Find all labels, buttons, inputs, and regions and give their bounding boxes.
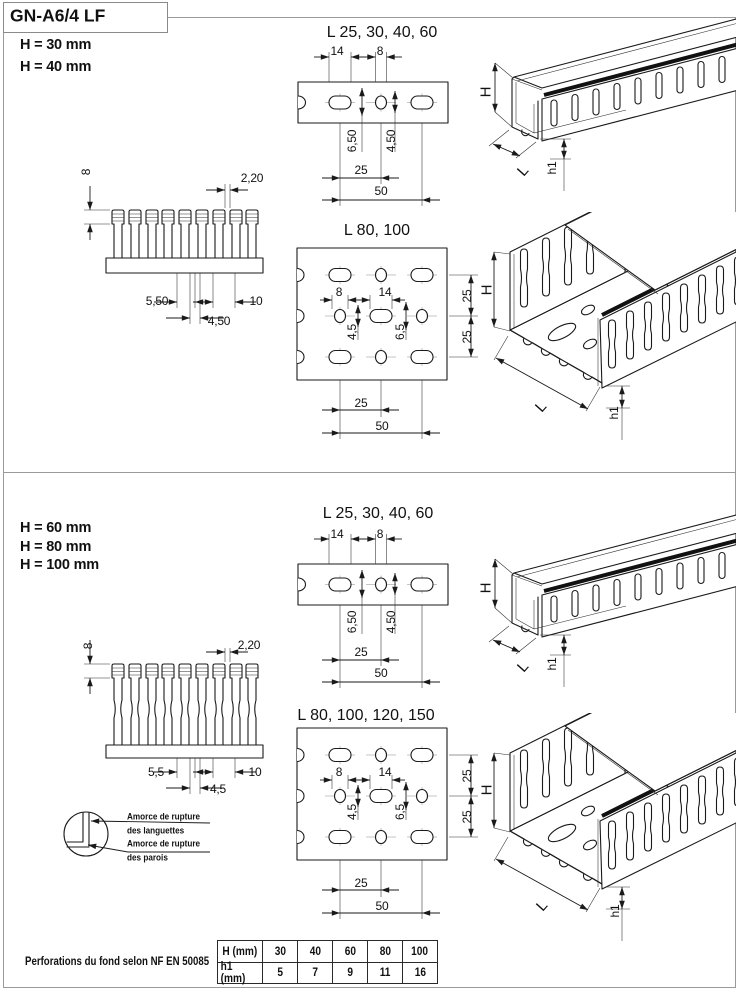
dim-plate-top-50: 50: [375, 419, 389, 433]
dim-plate-bot-8: 8: [335, 765, 343, 779]
dim-strip-top-14: 14: [330, 44, 344, 58]
dim-comb-bot-10: 10: [248, 765, 262, 779]
dim-strip-top-25: 25: [354, 163, 368, 177]
dim-duct-large-top-L: L: [531, 398, 551, 416]
dim-comb-top-450: 4,50: [207, 314, 231, 328]
table-cell: 16: [402, 962, 437, 983]
dim-duct-large-bot-H: H: [478, 784, 496, 796]
dim-plate-bot-65: 6,5: [393, 803, 407, 821]
h-h1-table: [217, 940, 438, 984]
table-cell: 7: [297, 962, 332, 983]
height-note-80: H = 80 mm: [20, 539, 92, 555]
dim-plate-top-14: 14: [378, 285, 392, 299]
rupture-label1-line1: Amorce de rupture: [127, 811, 201, 823]
strip-top-title: L 25, 30, 40, 60: [326, 24, 438, 41]
table-cell: 100: [402, 941, 437, 962]
dim-duct-small-bot-H: H: [477, 582, 495, 594]
page-title: GN-A6/4 LF: [10, 5, 106, 26]
plate-top-title: L 80, 100: [343, 222, 411, 239]
dim-duct-large-bot-h1: h1: [608, 904, 622, 918]
dim-comb-bot-8: 8: [81, 642, 95, 650]
dim-plate-bot-50: 50: [375, 899, 389, 913]
duct-large-bottom-drawing: [476, 713, 736, 971]
dim-plate-top-25r2: 25: [460, 330, 474, 344]
table-cell: 5: [262, 962, 297, 983]
dim-plate-bot-45: 4,5: [345, 803, 359, 821]
table-header-H: H (mm): [222, 945, 258, 958]
duct-large-top-drawing: [476, 212, 736, 470]
dim-plate-top-45: 4,5: [345, 323, 359, 341]
dim-comb-bot-45: 4,5: [209, 782, 227, 796]
dim-strip-top-450: 4,50: [384, 129, 398, 153]
dim-comb-top-220: 2,20: [240, 171, 264, 185]
dim-strip-top-650: 6,50: [345, 129, 359, 153]
table-cell: 9: [332, 962, 367, 983]
dim-duct-large-bot-L: L: [532, 897, 552, 915]
table-cell: 40: [297, 941, 332, 962]
table-cell: 80: [367, 941, 402, 962]
dim-strip-bot-650: 6,50: [345, 610, 359, 634]
dim-duct-small-top-H: H: [477, 86, 495, 98]
dim-plate-bot-25r1: 25: [460, 769, 474, 783]
dim-duct-small-bot-h1: h1: [545, 657, 559, 671]
rupture-label1-line2: des languettes: [127, 825, 185, 837]
table-cell: 30: [262, 941, 297, 962]
table-header-h1: h1 (mm): [218, 962, 262, 983]
dim-plate-top-25r1: 25: [460, 289, 474, 303]
strip-bot-title: L 25, 30, 40, 60: [322, 505, 434, 522]
table-cell: 60: [332, 941, 367, 962]
dim-comb-top-550: 5,50: [145, 294, 169, 308]
dim-duct-large-top-H: H: [478, 284, 496, 296]
height-note-100: H = 100 mm: [20, 557, 100, 573]
rupture-label2-line1: Amorce de rupture: [127, 838, 201, 850]
dim-plate-bot-14: 14: [378, 765, 392, 779]
dim-plate-top-65: 6,5: [393, 323, 407, 341]
dim-comb-top-10: 10: [249, 294, 263, 308]
footer-note: Perforations du fond selon NF EN 50085: [25, 956, 210, 968]
dim-plate-bot-25: 25: [354, 876, 368, 890]
plate-bot-title: L 80, 100, 120, 150: [297, 707, 435, 724]
height-note-30: H = 30 mm: [20, 37, 92, 53]
dim-strip-bot-14: 14: [330, 527, 344, 541]
height-note-60: H = 60 mm: [20, 520, 92, 536]
dim-duct-small-top-L: L: [513, 162, 533, 180]
dim-comb-top-8: 8: [79, 168, 93, 176]
dim-plate-top-25: 25: [354, 396, 368, 410]
dim-comb-bot-220: 2,20: [237, 638, 261, 652]
dim-strip-bot-8: 8: [376, 527, 384, 541]
duct-small-bottom-drawing: [476, 511, 736, 707]
height-note-40: H = 40 mm: [20, 59, 92, 75]
rupture-label2-line2: des parois: [127, 852, 168, 864]
dim-duct-small-top-h1: h1: [545, 161, 559, 175]
dim-plate-top-8: 8: [335, 285, 343, 299]
dim-duct-small-bot-L: L: [513, 658, 533, 676]
duct-small-top-drawing: [476, 15, 736, 211]
dim-strip-bot-50: 50: [374, 666, 388, 680]
section-divider: [3, 472, 736, 473]
table-cell: 11: [367, 962, 402, 983]
dim-comb-bot-55: 5,5: [147, 765, 165, 779]
dim-strip-top-50: 50: [374, 184, 388, 198]
dim-strip-top-8: 8: [376, 44, 384, 58]
dim-strip-bot-450: 4,50: [384, 610, 398, 634]
dim-duct-large-top-h1: h1: [607, 406, 621, 420]
dim-plate-bot-25r2: 25: [460, 810, 474, 824]
dim-strip-bot-25: 25: [354, 645, 368, 659]
